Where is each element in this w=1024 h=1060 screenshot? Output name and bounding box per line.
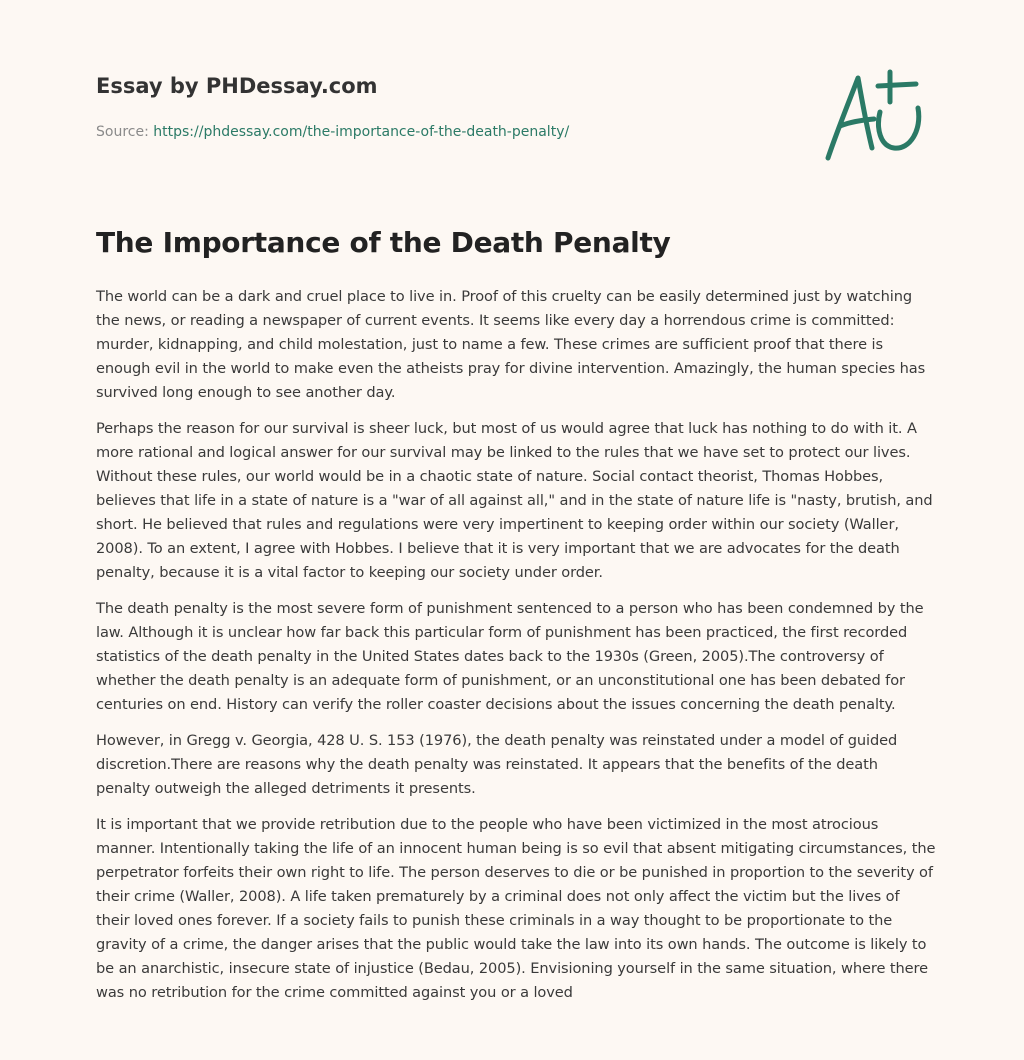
essay-paragraph: The death penalty is the most severe form of punishment sentenced to a person who has been condemned by the law. Although it is unclear how far back this particular form of punishment has been practiced, the first recorded statistics of the death penalty in the United States dates back to the 1930s (Green, 2005).The controversy of whether the death penalty is an adequate form of punishment, or an unconstitutional one has been debated for centuries on end. History can verify the roller coaster decisions about the issues concerning the death penalty. xyxy=(96,600,924,713)
source-line xyxy=(96,124,569,140)
source-link[interactable]: https://phdessay.com/the-importance-of-the-death-penalty/ xyxy=(153,124,570,140)
essay-title: The Importance of the Death Penalty xyxy=(96,226,671,259)
site-title: Essay by PHDessay.com xyxy=(96,74,378,98)
a-plus-grade-icon xyxy=(818,64,930,166)
essay-body xyxy=(96,285,936,1017)
essay-paragraph: It is important that we provide retribution due to the people who have been victimized in the most atrocious manner. Intentionally taking the life of an innocent human being is so evil that absent mitigating circumstances, the perpetrator forfeits their own right to life. The person deserves to die or be punished in proportion to the severity of their crime (Waller, 2008). A life taken prematurely by a criminal does not only affect the victim but the lives of their loved ones forever. If a society fails to punish these criminals in a way thought to be proportionate to the gravity of a crime, the danger arises that the public would take the law into its own hands. The outcome is likely to be an anarchistic, insecure state of injustice (Bedau, 2005). Envisioning yourself in the same situation, where there was no retribution for the crime committed against you or a loved xyxy=(96,816,936,1001)
essay-paragraph: The world can be a dark and cruel place to live in. Proof of this cruelty can be easily determined just by watching the news, or reading a newspaper of current events. It seems like every day a horrendous crime is committed: murder, kidnapping, and child molestation, just to name a few. These crimes are sufficient proof that there is enough evil in the world to make even the atheists pray for divine intervention. Amazingly, the human species has survived long enough to see another day. xyxy=(96,288,926,401)
essay-paragraph: Perhaps the reason for our survival is sheer luck, but most of us would agree that luck has nothing to do with it. A more rational and logical answer for our survival may be linked to the rules that we have set to protect our lives. Without these rules, our world would be in a chaotic state of nature. Social contact theorist, Thomas Hobbes, believes that life in a state of nature is a "war of all against all," and in the state of nature life is "nasty, brutish, and short. He believed that rules and regulations were very impertinent to keeping order within our society (Waller, 2008). To an extent, I agree with Hobbes. I believe that it is very important that we are advocates for the death penalty, because it is a vital factor to keeping our society under order. xyxy=(96,420,933,581)
source-label: Source: xyxy=(96,124,149,140)
essay-paragraph: However, in Gregg v. Georgia, 428 U. S. 153 (1976), the death penalty was reinstated under a model of guided discretion.There are reasons why the death penalty was reinstated. It appears that the benefits of the death penalty outweigh the alleged detriments it presents. xyxy=(96,732,898,797)
